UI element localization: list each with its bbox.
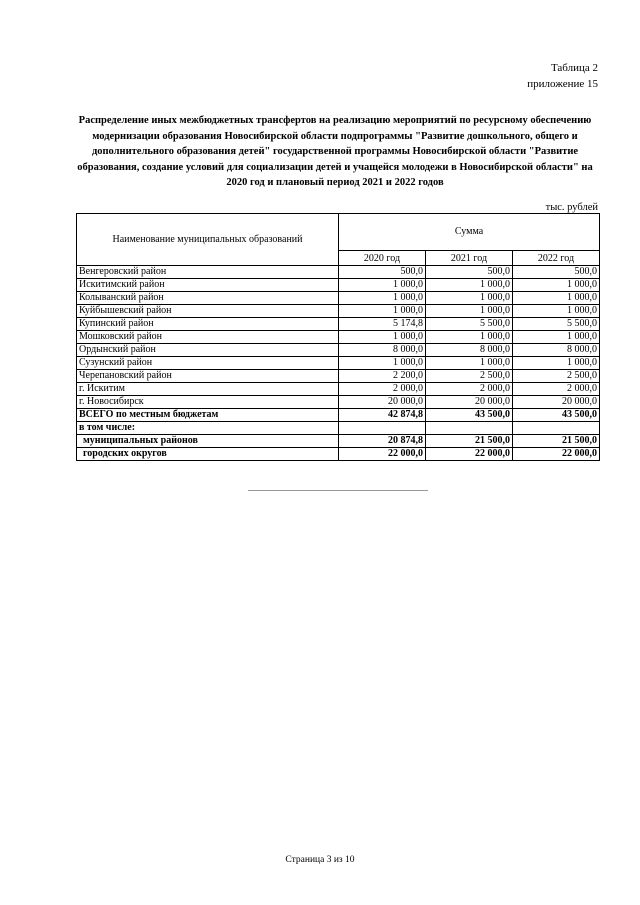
row-name: Ордынский район [77,344,339,357]
table-row [77,383,600,396]
row-value-2022: 1 000,0 [512,279,599,292]
page-number-footer: Страница 3 из 10 [285,855,355,865]
including-label: в том числе: [77,422,339,435]
row-value-2021: 1 000,0 [425,305,512,318]
row-value-2021: 1 000,0 [425,331,512,344]
row-name: Куйбышевский район [77,305,339,318]
urban-value-2020: 22 000,0 [339,448,426,461]
empty-cell [339,422,426,435]
row-name: Мошковский район [77,331,339,344]
table-row [77,292,600,305]
column-header-year-2020: 2020 год [339,251,426,266]
row-name: Купинский район [77,318,339,331]
row-value-2022: 5 500,0 [512,318,599,331]
row-value-2021: 5 500,0 [425,318,512,331]
column-header-sum: Сумма [339,214,600,251]
transfers-table [76,213,600,461]
table-row [77,331,600,344]
row-name: Сузунский район [77,357,339,370]
total-row-name: ВСЕГО по местным бюджетам [77,409,339,422]
row-value-2021: 2 500,0 [425,370,512,383]
column-header-year-2022: 2022 год [512,251,599,266]
municipal-value-2021: 21 500,0 [425,435,512,448]
table-row [77,305,600,318]
table-row [77,318,600,331]
row-name: г. Новосибирск [77,396,339,409]
row-value-2022: 1 000,0 [512,292,599,305]
row-value-2022: 2 500,0 [512,370,599,383]
column-header-name: Наименование муниципальных образований [77,214,339,266]
row-value-2020: 500,0 [339,266,426,279]
row-value-2020: 2 200,0 [339,370,426,383]
row-value-2021: 500,0 [425,266,512,279]
table-row [77,396,600,409]
row-value-2022: 500,0 [512,266,599,279]
empty-cell [512,422,599,435]
row-value-2022: 1 000,0 [512,357,599,370]
municipal-value-2020: 20 874,8 [339,435,426,448]
table-row [77,357,600,370]
urban-value-2022: 22 000,0 [512,448,599,461]
row-value-2022: 1 000,0 [512,331,599,344]
row-name: Искитимский район [77,279,339,292]
table-number-label: Таблица 2 [550,62,598,74]
row-name: г. Искитим [77,383,339,396]
including-row [77,422,600,435]
table-row [77,344,600,357]
row-value-2022: 2 000,0 [512,383,599,396]
total-value-2021: 43 500,0 [425,409,512,422]
total-value-2022: 43 500,0 [512,409,599,422]
row-value-2020: 1 000,0 [339,279,426,292]
row-value-2020: 1 000,0 [339,331,426,344]
row-value-2020: 1 000,0 [339,292,426,305]
row-value-2020: 8 000,0 [339,344,426,357]
row-value-2020: 1 000,0 [339,357,426,370]
municipal-districts-row [77,435,600,448]
row-name: Колыванский район [77,292,339,305]
table-row [77,279,600,292]
urban-districts-name: городских округов [77,448,339,461]
row-value-2021: 2 000,0 [425,383,512,396]
row-value-2020: 20 000,0 [339,396,426,409]
municipal-districts-name: муниципальных районов [77,435,339,448]
row-value-2020: 1 000,0 [339,305,426,318]
appendix-label: приложение 15 [527,78,598,90]
row-name: Венгеровский район [77,266,339,279]
row-value-2020: 2 000,0 [339,383,426,396]
row-value-2022: 1 000,0 [512,305,599,318]
urban-districts-row [77,448,600,461]
row-value-2021: 20 000,0 [425,396,512,409]
row-value-2021: 8 000,0 [425,344,512,357]
table-row [77,266,600,279]
total-row [77,409,600,422]
table-row [77,370,600,383]
total-value-2020: 42 874,8 [339,409,426,422]
row-value-2022: 20 000,0 [512,396,599,409]
urban-value-2021: 22 000,0 [425,448,512,461]
row-value-2021: 1 000,0 [425,357,512,370]
row-value-2020: 5 174,8 [339,318,426,331]
row-name: Черепановский район [77,370,339,383]
divider-line [248,490,428,491]
empty-cell [425,422,512,435]
column-header-year-2021: 2021 год [425,251,512,266]
municipal-value-2022: 21 500,0 [512,435,599,448]
row-value-2021: 1 000,0 [425,292,512,305]
row-value-2022: 8 000,0 [512,344,599,357]
units-label: тыс. рублей [545,202,598,213]
document-title: Распределение иных межбюджетных трансфертов на реализацию мероприятий по ресурсному обеспечению модернизации образования Новосибирской области подпрограммы "Развитие дошкольного, общего и дополнительного образования детей" государственной программы Новосибирской области "Развитие образования, создание условий для социализации детей и учащейся молодежи в Новосибирской области" на 2020 год и плановый период 2021 и 2022 годов [77,115,593,188]
row-value-2021: 1 000,0 [425,279,512,292]
